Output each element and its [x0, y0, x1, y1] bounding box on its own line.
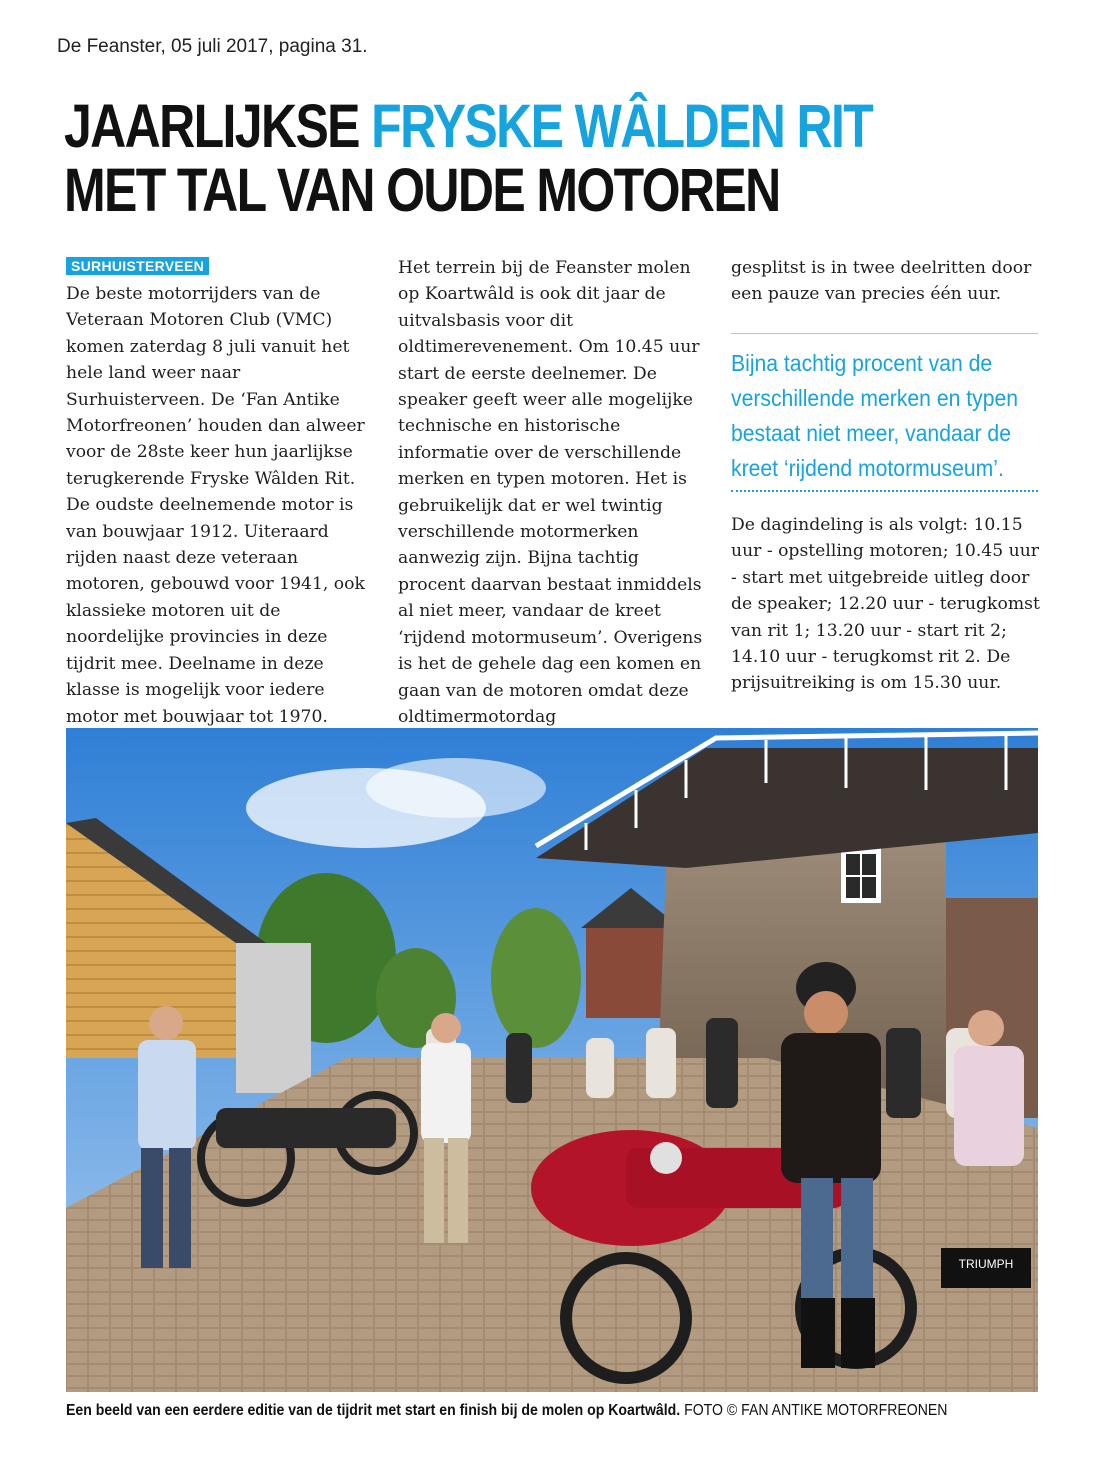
- headline-accent: FRYSKE WÂLDEN RIT: [371, 92, 873, 160]
- plate-text: TRIUMPH: [958, 1257, 1014, 1271]
- source-line: De Feanster, 05 juli 2017, pagina 31.: [57, 36, 368, 57]
- photo-caption: [66, 1402, 946, 1420]
- article-column-3-bottom: [731, 512, 1043, 697]
- pull-quote-text: Bijna tachtig procent van de verschillende merken en typen bestaat niet meer, vandaar de kreet ‘rijdend motormuseum’.: [731, 350, 1018, 481]
- caption-text: Een beeld van een eerdere editie van de tijdrit met start en finish bij de molen op Koartwâld.: [66, 1402, 681, 1419]
- column-1-text: De beste motorrijders van de Veteraan Motoren Club (VMC) komen zaterdag 8 juli vanuit het hele land weer naar Surhuisterveen. De ‘Fan Antike Motorfreonen’ houden dan alweer voor de 28ste keer hun jaarlijkse terugkerende Fryske Wâlden Rit. De oudste deelnemende motor is van bouwjaar 1912. Uiteraard rijden naast deze veteraan motoren, gebouwd voor 1941, ook klassieke motoren uit de noordelijke provincies in deze tijdrit mee. Deelname in deze klasse is mogelijk voor iedere motor met bouwjaar tot 1970.: [66, 284, 365, 727]
- photo-illustration: [66, 728, 1038, 1392]
- article-photo: [66, 728, 1038, 1392]
- column-3-text-bottom: De dagindeling is als volgt: 10.15 uur - opstelling motoren; 10.45 uur - start met uitgebreide uitleg door de speaker; 12.20 uur - terugkomst van rit 1; 13.20 uur - start rit 2; 14.10 uur - terugkomst rit 2. De prijsuitreiking is om 15.30 uur.: [731, 515, 1040, 694]
- pull-quote: [731, 333, 1038, 492]
- headline-line-2: MET TAL VAN OUDE MOTOREN: [64, 156, 780, 224]
- column-3-text-top: gesplitst is in twee deelritten door een pauze van precies één uur.: [731, 258, 1032, 305]
- location-kicker: SURHUISTERVEEN: [66, 257, 209, 275]
- article-column-3: [731, 255, 1043, 308]
- headline-plain: JAARLIJKSE: [64, 92, 372, 160]
- pull-quote-divider: [731, 490, 1038, 492]
- headline-line-1: [64, 94, 884, 158]
- article-column-1: [66, 252, 378, 730]
- headline: [64, 94, 884, 222]
- column-2-text: Het terrein bij de Feanster molen op Koartwâld is ook dit jaar de uitvalsbasis voor dit oldtimerevenement. Om 10.45 uur start de eerste deelnemer. De speaker geeft weer alle mogelijke technische en historische informatie over de verschillende merken en typen motoren. Het is gebruikelijk dat er wel twintig verschillende motormerken aanwezig zijn. Bijna tachtig procent daarvan bestaat inmiddels al niet meer, vandaar de kreet ‘rijdend motormuseum’. Overigens is het de gehele dag een komen en gaan van de motoren omdat deze oldtimermotordag: [398, 258, 703, 727]
- photo-credit: FOTO © FAN ANTIKE MOTORFREONEN: [684, 1402, 948, 1419]
- article-column-2: [398, 255, 710, 730]
